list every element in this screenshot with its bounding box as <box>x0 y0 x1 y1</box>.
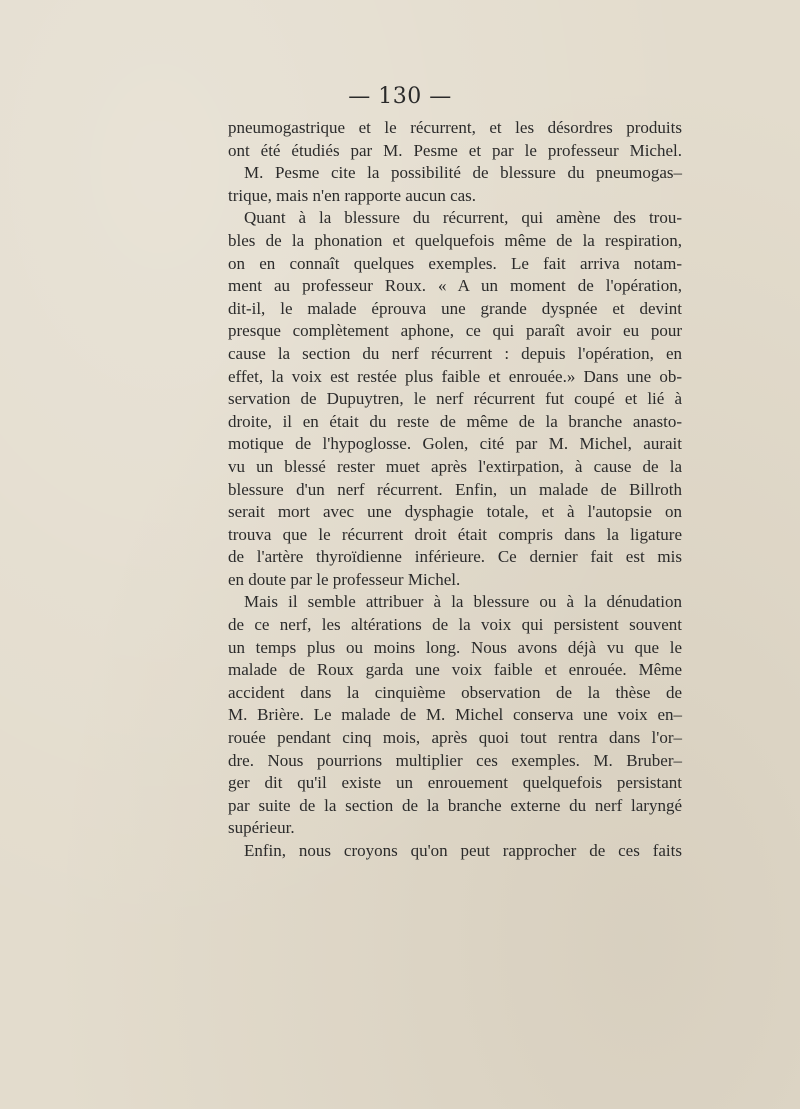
body-text <box>228 117 682 863</box>
text-line: droite, il en était du reste de même de la branche anasto- <box>228 411 682 431</box>
text-line: M. Pesme cite la possibilité de blessure du pneumogas– <box>244 163 682 183</box>
text-line: dit-il, le malade éprouva une grande dyspnée et devint <box>228 298 682 318</box>
text-line: on en connaît quelques exemples. Le fait arriva notam- <box>228 253 682 273</box>
text-line: Enfin, nous croyons qu'on peut rapprocher de ces faits <box>244 841 682 860</box>
text-line: effet, la voix est restée plus faible et enrouée.» Dans une ob- <box>228 366 682 386</box>
text-line: presque complètement aphone, ce qui paraît avoir eu pour <box>228 321 682 341</box>
text-line: en doute par le professeur Michel. <box>228 569 461 589</box>
text-line: motique de l'hypoglosse. Golen, cité par M. Michel, aurait <box>228 434 682 454</box>
text-line: un temps plus ou moins long. Nous avons déjà vu que le <box>228 637 682 657</box>
text-line: blessure d'un nerf récurrent. Enfin, un malade de Billroth <box>228 479 682 499</box>
text-line: ger dit qu'il existe un enrouement quelquefois persistant <box>228 773 682 793</box>
text-line: Quant à la blessure du récurrent, qui amène des trou- <box>244 208 682 228</box>
text-line: accident dans la cinquième observation de la thèse de <box>228 682 682 702</box>
text-line: dre. Nous pourrions multiplier ces exemples. M. Bruber– <box>228 750 682 770</box>
text-line: Mais il semble attribuer à la blessure ou à la dénudation <box>244 592 682 612</box>
text-line: de l'artère thyroïdienne inférieure. Ce dernier fait est mis <box>228 547 682 567</box>
text-line: ment au professeur Roux. « A un moment de l'opération, <box>228 276 682 296</box>
text-line: serait mort avec une dysphagie totale, et à l'autopsie on <box>228 502 682 522</box>
text-line: par suite de la section de la branche externe du nerf laryngé <box>228 795 682 815</box>
text-line: servation de Dupuytren, le nerf récurrent fut coupé et lié à <box>228 389 682 409</box>
text-line: rouée pendant cinq mois, après quoi tout rentra dans l'or– <box>228 728 682 748</box>
text-line: de ce nerf, les altérations de la voix qui persistent souvent <box>228 615 682 635</box>
text-line: pneumogastrique et le récurrent, et les désordres produits <box>228 118 682 137</box>
text-line: M. Brière. Le malade de M. Michel conserva une voix en– <box>228 705 682 725</box>
text-line: ont été étudiés par M. Pesme et par le professeur Michel. <box>228 140 682 160</box>
text-line: supérieur. <box>228 818 295 838</box>
text-line: trique, mais n'en rapporte aucun cas. <box>228 185 477 205</box>
text-line: bles de la phonation et quelquefois même de la respiration, <box>228 230 682 250</box>
text-line: trouva que le récurrent droit était compris dans la ligature <box>228 524 682 544</box>
text-line: malade de Roux garda une voix faible et enrouée. Même <box>228 660 682 680</box>
text-line: vu un blessé rester muet après l'extirpation, à cause de la <box>228 456 682 476</box>
page-number: — 130 — <box>348 84 452 109</box>
text-line: cause la section du nerf récurrent : depuis l'opération, en <box>228 343 682 363</box>
